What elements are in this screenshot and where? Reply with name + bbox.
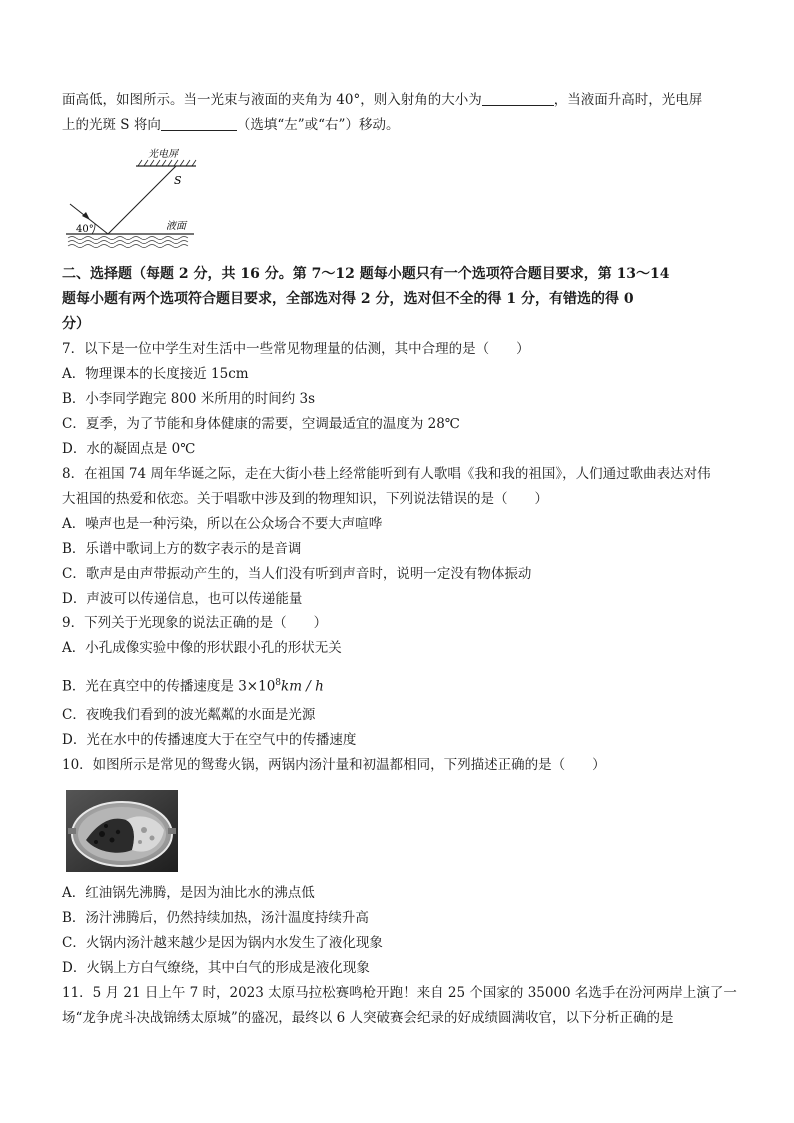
section2-heading-2: 题每小题有两个选项符合题目要求，全部选对得 2 分，选对但不全的得 1 分，有错选的得 0: [62, 291, 634, 307]
liquid-waves: [68, 237, 188, 248]
q7-option-a: A．物理课本的长度接近 15cm: [62, 366, 249, 382]
q10-option-b: B．汤汁沸腾后，仍然持续加热，汤汁温度持续升高: [62, 910, 369, 926]
reflection-figure: [62, 146, 202, 248]
q9-option-b-unit: km / h: [281, 678, 324, 695]
q6-line-2: [62, 115, 399, 135]
q6-text-2a: 上的光斑 S 将向: [62, 117, 161, 133]
q8-option-c: C．歌声是由声带振动产生的，当人们没有听到声音时，说明一定没有物体振动: [62, 566, 532, 582]
q10-option-a: A．红油锅先沸腾，是因为油比水的沸点低: [62, 885, 315, 901]
screen-label: 光电屏: [148, 149, 178, 160]
q11-stem-2: 场“龙争虎斗决战锦绣太原城”的盛况，最终以 6 人突破赛会纪录的好成绩圆满收官，以下分析正确的是: [62, 1010, 674, 1026]
spot-label: S: [174, 174, 182, 187]
q8-option-d: D．声波可以传递信息，也可以传递能量: [62, 591, 303, 607]
q8-option-a: A．噪声也是一种污染，所以在公众场合不要大声喧哗: [62, 516, 383, 532]
hotpot-photo: [66, 790, 178, 872]
q10-stem: 10．如图所示是常见的鸳鸯火锅，两锅内汤汁量和初温都相同，下列描述正确的是（ ）: [62, 757, 606, 773]
q9-option-b-exponent: 8: [275, 678, 282, 688]
surface-label: 液面: [166, 221, 186, 232]
q9-option-c: C．夜晚我们看到的波光粼粼的水面是光源: [62, 707, 316, 723]
answer-blank-1[interactable]: [482, 91, 554, 106]
q8-stem-2: 大祖国的热爱和依恋。关于唱歌中涉及到的物理知识，下列说法错误的是（ ）: [62, 491, 548, 507]
q9-option-b: [62, 673, 324, 697]
arrow-icon: [82, 212, 90, 220]
q8-stem-1: 8．在祖国 74 周年华诞之际，走在大街小巷上经常能听到有人歌唱《我和我的祖国》，人们通过歌曲表达对伟: [62, 466, 711, 482]
q9-option-b-text: B．光在真空中的传播速度是 3×10: [62, 678, 276, 695]
q7-option-c: C．夏季，为了节能和身体健康的需要，空调最适宜的温度为 28℃: [62, 416, 460, 432]
answer-blank-2[interactable]: [161, 116, 237, 131]
q7-option-b: B．小李同学跑完 800 米所用的时间约 3s: [62, 391, 316, 407]
q6-text-1a: 面高低，如图所示。当一光束与液面的夹角为 40°，则入射角的大小为: [62, 92, 482, 108]
q10-option-c: C．火锅内汤汁越来越少是因为锅内水发生了液化现象: [62, 935, 383, 951]
q7-option-d: D．水的凝固点是 0℃: [62, 441, 196, 457]
q6-text-2b: （选填“左”或“右”）移动。: [236, 117, 400, 133]
q6-text-1b: ，当液面升高时，光电屏: [553, 92, 703, 108]
screen-hatching: [138, 160, 196, 166]
q6-line-1: [62, 90, 702, 110]
section2-heading-1: 二、选择题（每题 2 分，共 16 分。第 7～12 题每小题只有一个选项符合题目要求，第 13～14: [62, 266, 670, 282]
q9-option-d: D．光在水中的传播速度大于在空气中的传播速度: [62, 732, 357, 748]
section2-heading-3: 分）: [62, 316, 90, 332]
q11-stem-1: 11．5 月 21 日上午 7 时，2023 太原马拉松赛鸣枪开跑！来自 25 个国家的 35000 名选手在汾河两岸上演了一: [62, 985, 737, 1001]
q9-stem: 9．下列关于光现象的说法正确的是（ ）: [62, 615, 328, 631]
q8-option-b: B．乐谱中歌词上方的数字表示的是音调: [62, 541, 302, 557]
q10-option-d: D．火锅上方白气缭绕，其中白气的形成是液化现象: [62, 960, 370, 976]
q7-stem: 7．以下是一位中学生对生活中一些常见物理量的估测，其中合理的是（ ）: [62, 341, 530, 357]
angle-label: 40°: [76, 224, 94, 235]
q9-option-a: A．小孔成像实验中像的形状跟小孔的形状无关: [62, 640, 342, 656]
